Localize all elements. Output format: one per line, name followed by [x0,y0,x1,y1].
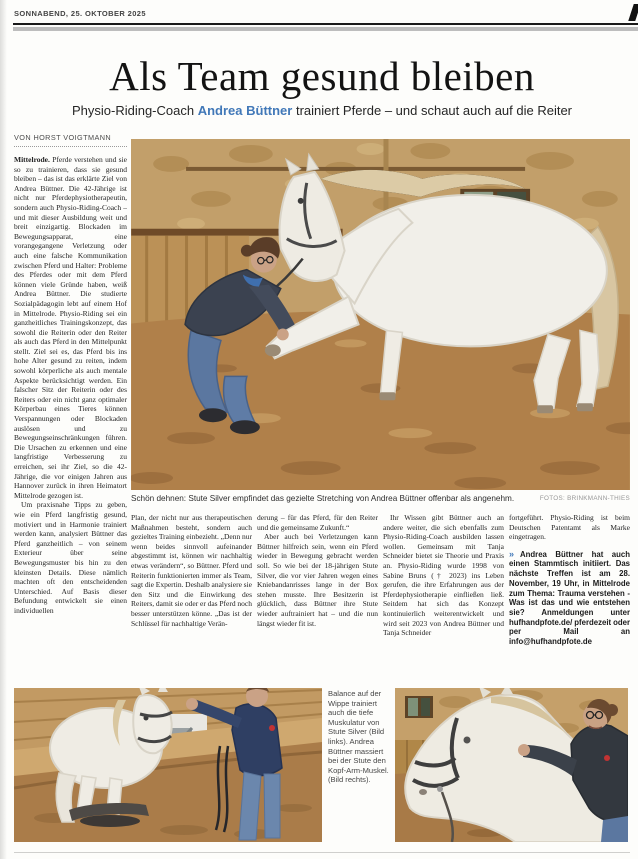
horse-eye [464,737,471,744]
horse-nostril [419,789,427,795]
stammtisch-infobox [509,550,630,647]
page-corner-mark [628,4,638,21]
trainer-hair-bun [606,704,618,716]
paragraph: derung – für das Pferd, für den Reiter und die gemeinsame Zukunft.“ [257,513,378,532]
article-column-5 [509,513,630,693]
main-caption-text: Schön dehnen: Stute Silver empfindet das gezielte Stretching von Andrea Büttner offenbar als angenehm. [131,494,515,503]
main-photo-illustration [131,139,630,490]
horse-hoof [577,403,593,411]
horse-body [334,195,607,347]
main-caption [131,494,630,503]
author-coach-name: Andrea Büttner [197,103,293,118]
article-column-3 [257,513,378,685]
bottom-right-photo [395,688,628,842]
massage-illustration [395,688,628,842]
quote-marker-icon: » [509,548,516,559]
paragraph: fortgeführt. Physio-Riding ist beim Deutschen Patentamt als Marke eingetragen. [509,513,630,542]
horse-hoof-front [265,344,281,356]
window [405,696,433,718]
photo-credit: FOTOS: BRINKMANN-THIES [539,495,630,502]
paragraph [14,155,127,500]
paragraph: Aber auch bei Verletzungen kann Büttner hilfreich sein, wenn ein Pferd wieder in Bewegung gebracht werden soll. So wie bei der 18-jährigen Stute Silver, die vor vier Jahren wegen eines Kniebandanrisses lange in der Box stehen musste. Ihre Besitzerin ist glücklich, dass Büttner ihre Stute wieder auftrainiert hat – und die nun längst wieder fit ist. [257,532,378,628]
main-photo [131,139,630,490]
trainer-hand [277,328,289,340]
board-rocker [80,815,140,827]
horse-eye [298,198,304,204]
dateline: Mittelrode. [14,155,50,164]
horse-hoof [380,392,396,400]
trainer-hair-bun [241,245,253,257]
footer-rule [14,852,630,853]
article-column-4 [383,513,504,685]
page-edge-shadow [0,0,7,859]
article-column-2 [131,513,252,685]
paragraph: Um praxisnahe Tipps zu geben, wie ein Pferd langfristig gesund, motiviert und in Harmonie trainiert werden kann, analysiert Büttner das Pferd ganzheitlich – von seinem Exterieur über seine Bewegungsmuster bis hin zu den kleinsten Details. Diese nämlich machten oft den entscheidenden Unterschied. Auf Basis dieser Befundung entwickelt sie einen individuellen [14,500,127,615]
trainer-jeans [601,816,628,842]
subtitle-suffix: trainiert Pferde – und schaut auch auf die Reiter [292,103,573,118]
trainer-shoe [230,420,260,434]
infobox-text: Andrea Büttner hat auch einen Stammtisch initiiert. Das nächste Treffen ist am 28. November, 19 Uhr, in Mittelrode zum Thema: Trauma verstehen - Was ist das und wie entstehen sie? Anmeldungen unter hufhandpfote.de/ pferdezeit oder per Mail an info@hufhandpfote.de [509,549,630,647]
bottom-left-photo [14,688,322,842]
paragraph: Ihr Wissen gibt Büttner auch an andere weiter, die sich ebenfalls zum Physio-Riding-Coach ausbilden lassen wollen. Gemeinsam mit Tanja Schneider bietet sie Theorie und Praxis an. Physio-Riding wurde 1998 von Sabine Bruns († 2023) ins Leben gerufen, die ihre Erfahrungen aus der Pferdephysiotherapie einfließen ließ. Seitdem hat sich das Konzept kontinuierlich weiterentwickelt und wird seit 2023 von Andrea Büttner und Tanja Schneider [383,513,504,638]
side-caption: Balance auf der Wippe trainiert auch die tiefe Muskulatur von Stute Silver (Bild links). Andrea Büttner massiert bei der Stute den Kopf-Arm-Muskel. (Bild rechts). [328,689,389,785]
jacket-logo [269,725,275,731]
page-date: SONNABEND, 25. OKTOBER 2025 [14,9,146,18]
jacket-logo [604,755,610,761]
subtitle-prefix: Physio-Riding-Coach [71,103,198,118]
trainer-hand [518,744,530,756]
article-column-1 [14,155,127,677]
halter-ring [437,786,443,792]
article-title: Als Team gesund bleiben [109,53,535,99]
header-rule-gray [13,27,638,31]
wall-beam [186,167,525,171]
trainer-jacket [232,704,282,776]
paragraph: Plan, der nicht nur aus therapeutischen Maßnahmen besteht, sondern auch gezieltes Training einbezieht. „Denn nur wenn beides sinnvoll aufeinander abgestimmt ist, können wir nachhaltig etwas verändern“, so Büttner. Pferd und Reiterin funktionierten immer als Team, sagt die Expertin. Deshalb analysiere sie den Sitz und die Einwirkung des Reiters, damit sie oder er das Pferd noch besser unterstützen könne. „Das ist der Schlüssel für nachhaltige Verän- [131,513,252,628]
header-rule [13,23,638,25]
trainer-jeans [264,774,280,838]
trainer-hand [186,698,198,710]
article-subtitle [14,103,630,118]
trainer-shoe [199,408,227,422]
horse-hoof [537,405,553,413]
byline: VON HORST VOIGTMANN [14,133,127,147]
balance-board-illustration [14,688,322,842]
paragraph-text: Pferde verstehen und sie so zu trainieren, dass sie gesund bleiben – das ist das erklärte Ziel von Andrea Büttner. Die 42-Jährige ist nicht nur Pferdephysiotherapeutin, sondern auch Physio-Riding-Coach – und mit dieser Ausbildung weit und breit einzigartig. Blockaden im Bewegungsapparat, eine vorangegangene Verletzung oder auch eine falsche Kommunikation zwischen Pferd und Halter: Probleme des Pferdes oder mit dem Pferd können viele Gründe haben, weiß Andrea Büttner. Die studierte Sozialpädagogin lebt auf einem Hof in Mittelrode. Physio-Riding sei ein ganzheitliches Trainingskonzept, das sowohl die Reiterin oder den Reiter als auch das Pferd in den Mittelpunkt stellt. Ziel sei es, das Pferd bis ins hohe Alter gesund zu reiten, indem sowohl körperliche als auch mentale Aspekte berücksichtigt werden. Ein falscher Sitz der Reiterin oder des Reiters oder ein nicht ganz optimaler Körperbau eines Tieres können Verspannungen oder Blockaden auslösen und zu Bewegungseinschränkungen führen. Die Ursachen zu erkennen und eine langfristige Verbesserung zu erreichen, sei ihr Ziel, so die 42-Jährige, die vor einigen Jahren aus Hannover zurück in ihren Heimatort Mittelrode gezogen ist. [14,155,127,500]
